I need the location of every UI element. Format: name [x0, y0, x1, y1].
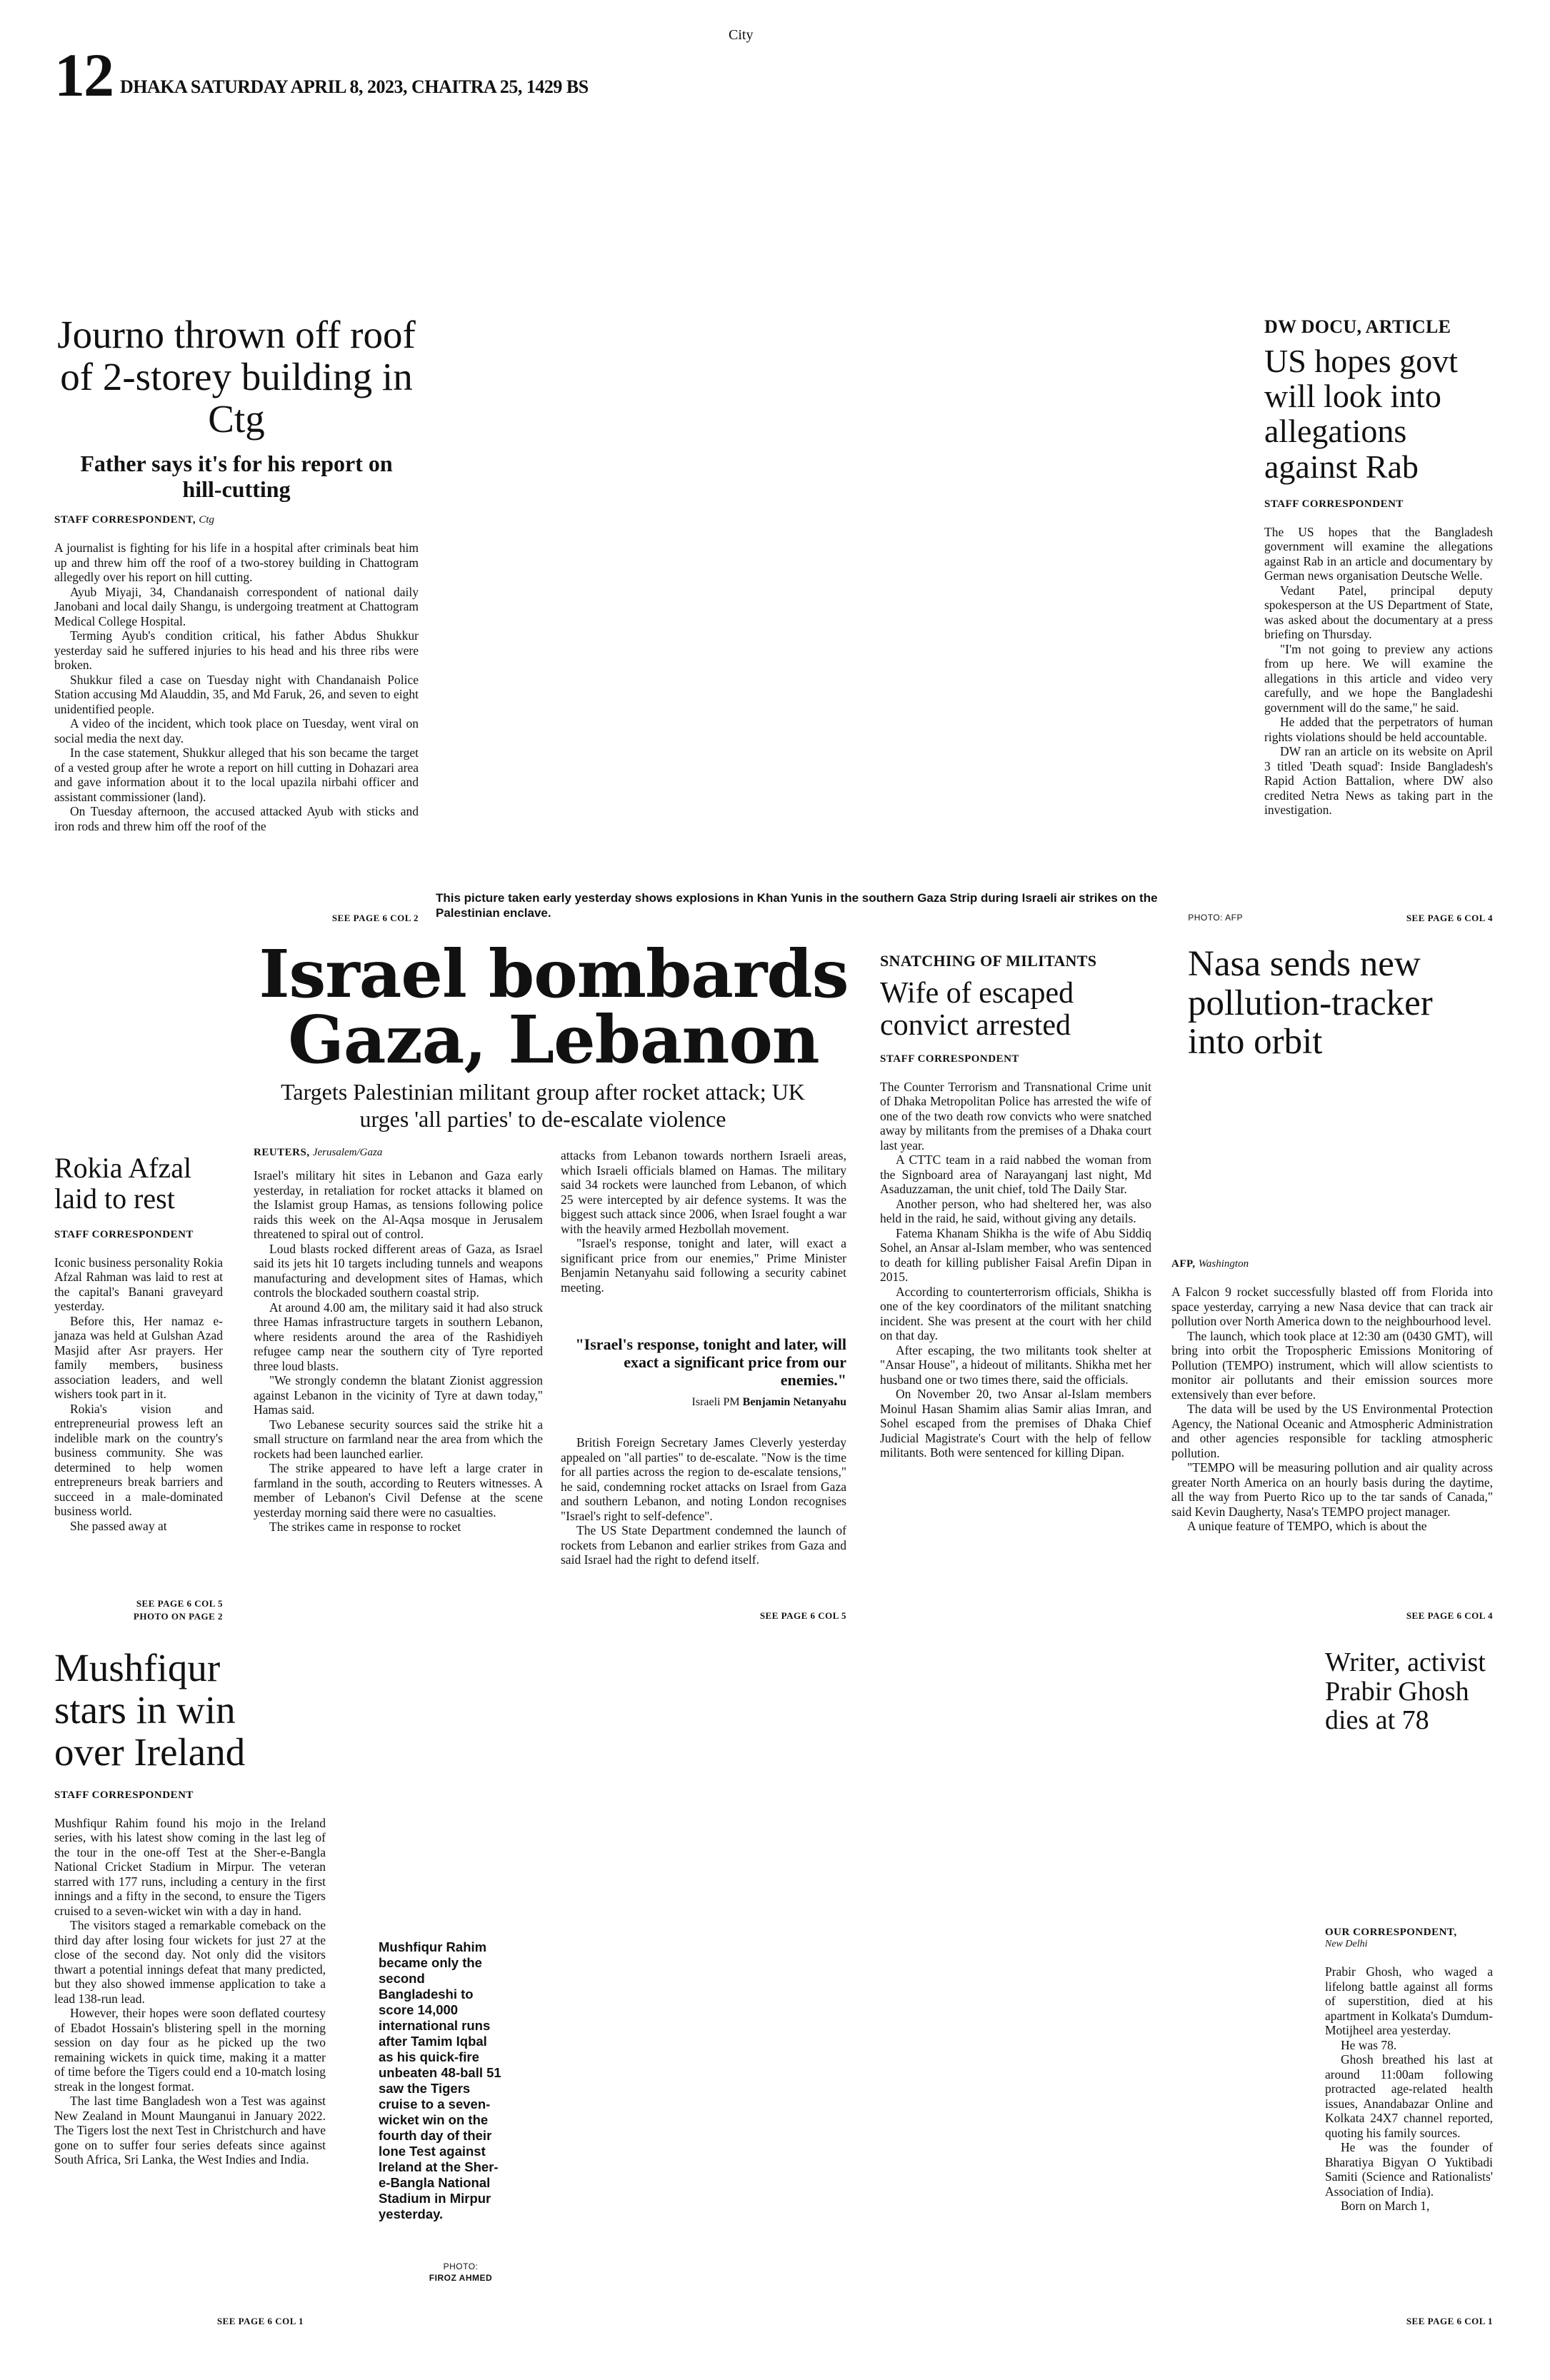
journo-story	[54, 314, 419, 833]
section-label: City	[729, 27, 754, 43]
dw-story	[1264, 316, 1493, 818]
snatching-headline: Wife of escaped convict arrested	[880, 977, 1074, 1042]
israel-col2: attacks from Lebanon towards northern Israeli areas, which Israeli officials blamed on Hamas. The military said 34 rockets were launched from Lebanon, of which 25 were intercepted by air defence systems. It was the biggest such attack since 2006, when Israel fought a war with the heavily armed Hezbollah movement. "Israel's response, tonight and later, will exact a significant price from our enemies," Prime Minister Benjamin Netanyahu said following a security cabinet meeting.	[561, 1148, 846, 1295]
israel-see-page: SEE PAGE 6 COL 5	[759, 1610, 846, 1621]
rokia-photo-page: PHOTO ON PAGE 2	[133, 1611, 223, 1622]
snatching-body: The Counter Terrorism and Transnational Crime unit of Dhaka Metropolitan Police has arrested the wife of one of the two death row convicts who were snatched away by militants from the premises of a Dhaka court last year. A CTTC team in a raid nabbed the woman from the Signboard area of Narayanganj last night, Md Asaduzzaman, the unit chief, told The Daily Star. Another person, who had sheltered her, was also held in the raid, he said, without giving any details. Fatema Khanam Shikha is the wife of Abu Siddiq Sohel, an Ansar al-Islam member, who was sentenced to death for killing publisher Faisal Arefin Dipan in 2015. According to counterterrorism officials, Shikha is one of the key coordinators of the militant snatching incident. She was present at the court with her child on that day. After escaping, the two militants took shelter at "Ansar House", a hideout of militants. Shikha met her husband one or two times there, said the officials. On November 20, two Ansar al-Islam members Moinul Hasan Shamim alias Samir alias Imran, and Sohel escaped from the premises of Dhaka Chief Judicial Magistrate's Court with the help of fellow militants. Both were sentenced for killing Dipan.	[880, 1079, 1151, 1460]
prabir-body: Prabir Ghosh, who waged a lifelong battle against all forms of superstition, died at his apartment in Kolkata's Dumdum-Motijheel area yesterday. He was 78. Ghosh breathed his last at around 11:00am following protracted age-related health issues, Anandabazar Online and Kolkata 24X7 channel reported, quoting his family sources. He was the founder of Bharatiya Bigyan O Yuktibadi Samiti (Science and Rationalists' Association of India). Born on March 1,	[1325, 1964, 1493, 2213]
dw-byline: STAFF CORRESPONDENT	[1264, 498, 1404, 510]
prabir-see-page: SEE PAGE 6 COL 1	[1406, 2316, 1493, 2326]
snatching-story	[880, 952, 1151, 1460]
israel-pull-quote: "Israel's response, tonight and later, will exact a significant price from our enemies."	[575, 1335, 846, 1389]
gaza-photo	[434, 286, 1191, 885]
journo-body: A journalist is fighting for his life in a hospital after criminals beat him up and threw him off the roof of a two-storey building in Chattogram allegedly over his report on hill cutting. Ayub Miyaji, 34, Chandanaish correspondent of national daily Janobani and local daily Shangu, is undergoing treatment at Chattogram Medical College Hospital. Terming Ayub's condition critical, his father Abdus Shukkur yesterday said he suffered injuries to his head and his three ribs were broken. Shukkur filed a case on Tuesday night with Chandanaish Police Station accusing Md Alauddin, 35, and Md Faruk, 26, and seven to eight unidentified people. A video of the incident, which took place on Tuesday, went viral on social media the next day. In the case statement, Shukkur alleged that his son became the target of a vested group after he wrote a report on hill cutting in Dohazari area and gave information about it to the local upazila nirbahi officer and assistant commissioner (land). On Tuesday afternoon, the accused attacked Ayub with sticks and iron rods and threw him off the roof of the	[54, 541, 419, 833]
rokia-headline: Rokia Afzal laid to rest	[54, 1152, 192, 1215]
mushfiqur-see-page: SEE PAGE 6 COL 1	[216, 2316, 304, 2326]
nasa-photo	[1171, 1078, 1493, 1253]
mushfiqur-photo-credit: PHOTO: FIROZ AHMED	[429, 2261, 493, 2283]
nasa-byline: AFP, Washington	[1171, 1258, 1249, 1270]
mushfiqur-byline: STAFF CORRESPONDENT	[54, 1789, 194, 1801]
journo-headline: Journo thrown off roof of 2-storey building in Ctg	[57, 313, 416, 441]
prabir-story	[1325, 1927, 1493, 2214]
mushfiqur-story	[54, 1647, 326, 2167]
gaza-photo-credit: PHOTO: AFP	[1188, 913, 1243, 923]
journo-byline: STAFF CORRESPONDENT, Ctg	[54, 514, 215, 526]
prabir-byline-place: New Delhi	[1325, 1939, 1368, 1949]
israel-col1: Israel's military hit sites in Lebanon and Gaza early yesterday, in retaliation for rocket attacks it blamed on the Islamist group Hamas, as tensions following police raids this week on the Al-Aqsa mosque in Jerusalem threatened to spiral out of control. Loud blasts rocked different areas of Gaza, as Israel said its jets hit 10 targets including tunnels and weapons manufacturing and development sites of Hamas, which controls the blockaded southern coastal strip. At around 4.00 am, the military said it had also struck three Hamas infrastructure targets in southern Lebanon, where residents around the area of the Rashidiyeh refugee camp near the southern city of Tyre reported three loud blasts. "We strongly condemn the blatant Zionist aggression against Lebanon in the vicinity of Tyre at dawn today," Hamas said. Two Lebanese security sources said the strike hit a small structure on farmland near the area from which the rockets had been launched earlier. The strike appeared to have left a large crater in farmland in the south, according to Reuters witnesses. A member of Lebanon's Civil Defense at the scene yesterday morning said there were no casualties. The strikes came in response to rocket	[254, 1168, 543, 1534]
journo-see-page: SEE PAGE 6 COL 2	[331, 913, 419, 923]
dw-headline: US hopes govt will look into allegations against Rab	[1264, 343, 1458, 485]
prabir-byline: OUR CORRESPONDENT,	[1325, 1927, 1457, 1938]
rokia-see-page: SEE PAGE 6 COL 5	[136, 1598, 223, 1609]
page-number: 12	[54, 41, 113, 109]
mushfiqur-headline: Mushfiqur stars in win over Ireland	[54, 1646, 246, 1774]
israel-subhead: Targets Palestinian militant group after rocket attack; UK urges 'all parties' to de-escalate violence	[281, 1079, 805, 1132]
snatching-byline: STAFF CORRESPONDENT	[880, 1053, 1019, 1065]
dw-body: The US hopes that the Bangladesh government will examine the allegations against Rab in an article and documentary by German news organisation Deutsche Welle. Vedant Patel, principal deputy spokesperson at the US Department of State, was asked about the documentary at a press briefing on Thursday. "I'm not going to preview any actions from up here. We will examine the allegations in this article and video very carefully, and we hope the Bangladeshi government will do the same," he said. He added that the perpetrators of human rights violations should be held accountable. DW ran an article on its website on April 3 titled 'Death squad': Inside Bangladesh's Rapid Action Battalion, where DW also credited Netra News as taking part in the investigation.	[1264, 524, 1493, 818]
israel-quote-attribution: Israeli PM Benjamin Netanyahu	[691, 1396, 846, 1408]
nasa-see-page: SEE PAGE 6 COL 4	[1406, 1610, 1493, 1621]
dw-see-page: SEE PAGE 6 COL 4	[1406, 913, 1493, 923]
israel-headline: Israel bombards Gaza, Lebanon	[259, 935, 849, 1078]
journo-subhead: Father says it's for his report on hill-cutting	[80, 450, 393, 503]
prabir-headline: Writer, activist Prabir Ghosh dies at 78	[1325, 1647, 1486, 1736]
rokia-byline: STAFF CORRESPONDENT	[54, 1228, 194, 1240]
dw-kicker: DW DOCU, ARTICLE	[1264, 316, 1451, 337]
mushfiqur-body: Mushfiqur Rahim found his mojo in the Ireland series, with his latest show coming in the last leg of the tour in the one-off Test at the Sher-e-Bangla National Cricket Stadium in Mirpur. The veteran starred with 177 runs, including a century in the first innings and a fifty in the second, to ensure the Tigers cruised to a seven-wicket win with a day in hand. The visitors staged a remarkable comeback on the third day after losing four wickets for just 27 at the close of the second day. Not only did the visitors thwart a potential innings defeat that many predicted, but they also showed immense application to take a lead 138-run lead. However, their hopes were soon deflated courtesy of Ebadot Hossain's blistering spell in the morning session on day four as he picked up the two remaining wickets in quick time, making it a matter of time before the Tigers could end a 10-match losing streak in the longest format. The last time Bangladesh won a Test was against New Zealand in Mount Maunganui in January 2022. The Tigers lost the next Test in Christchurch and have gone on to suffer four series defeats since against South Africa, Sri Lanka, the West Indies and India.	[54, 1815, 326, 2167]
israel-col2b: British Foreign Secretary James Cleverly yesterday appealed on "all parties" to de-escalate. "Now is the time for all parties across the region to de-escalate tensions," he said, condemning rocket attacks on Israel from Gaza and southern Lebanon, and noting London recognises "Israel's right to self-defence". The US State Department condemned the launch of rockets from Lebanon and earlier strikes from Gaza and said Israel had the right to defend itself.	[561, 1435, 846, 1567]
rokia-body: Iconic business personality Rokia Afzal Rahman was laid to rest at the capital's Banani graveyard yesterday. Before this, Her namaz e-janaza was held at Gulshan Azad Masjid after Asr prayers. Her family members, business association leaders, and well wishers took part in it. Rokia's vision and entrepreneurial prowess left an indelible mark on the country's business community. She was determined to help women entrepreneurs break barriers and succeed in a male-dominated business world. She passed away at	[54, 1255, 223, 1533]
nasa-body: A Falcon 9 rocket successfully blasted off from Florida into space yesterday, carrying a new Nasa device that can track air pollution over North America down to the neighbourhood level. The launch, which took place at 12:30 am (0430 GMT), will bring into orbit the Tropospheric Emissions Monitoring of Pollution (TEMPO) instrument, which will allow scientists to monitor air pollutants and their emission sources more extensively than ever before. The data will be used by the US Environmental Protection Agency, the National Oceanic and Atmospheric Administration and other agencies responsible for tackling atmospheric pollution. "TEMPO will be measuring pollution and air quality across greater North America on an hourly basis during the daytime, all the way from Puerto Rico up to the tar sands of Canada," said Kevin Daugherty, Nasa's TEMPO project manager. A unique feature of TEMPO, which is about the	[1171, 1285, 1493, 1533]
israel-byline: REUTERS, Jerusalem/Gaza	[254, 1147, 383, 1158]
snatching-kicker: SNATCHING OF MILITANTS	[880, 952, 1097, 970]
rokia-story	[54, 1153, 223, 1533]
dateline: DHAKA SATURDAY APRIL 8, 2023, CHAITRA 25, 1429 BS	[120, 76, 589, 97]
mushfiqur-photo	[371, 1635, 1300, 2342]
gaza-photo-caption: This picture taken early yesterday shows explosions in Khan Yunis in the southern Gaza Strip during Israeli air strikes on the Palestinian enclave.	[436, 891, 1158, 920]
nasa-story	[1171, 1258, 1493, 1534]
mushfiqur-photo-caption: Mushfiqur Rahim became only the second Bangladeshi to score 14,000 international runs after Tamim Iqbal as his quick-fire unbeaten 48-ball 51 saw the Tigers cruise to a seven-wicket win on the fourth day of their lone Test against Ireland at the Sher-e-Bangla National Stadium in Mirpur yesterday.	[379, 1939, 501, 2221]
nasa-headline: Nasa sends new pollution-tracker into orbit	[1188, 944, 1433, 1063]
